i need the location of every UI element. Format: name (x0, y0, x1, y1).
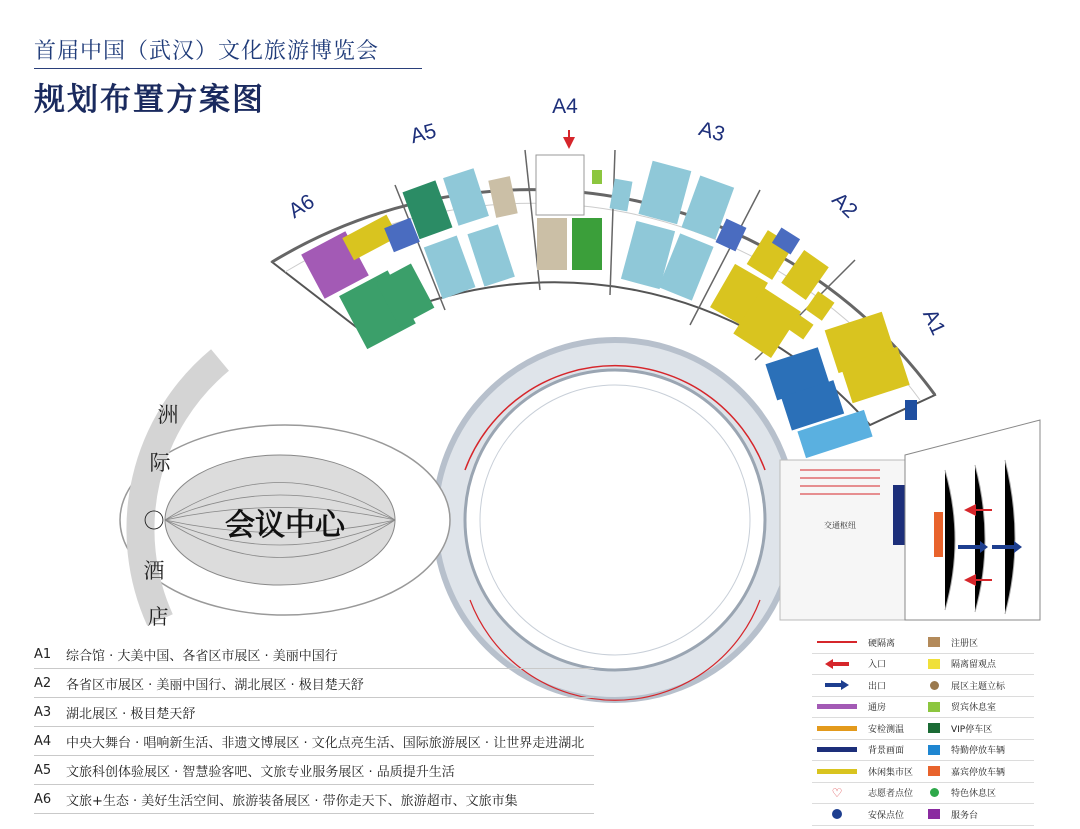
svg-text:洲: 洲 (157, 403, 179, 427)
legend-label: 隔离留观点 (951, 660, 997, 671)
legend-symbol-icon (923, 788, 945, 798)
legend-label: 特色休息区 (951, 789, 997, 800)
legend-symbol-icon: ♡ (831, 785, 843, 800)
legend-label: 休闲集市区 (868, 767, 914, 778)
legend-label: 贸宾休息室 (951, 703, 997, 714)
legend-label: 安保点位 (868, 810, 905, 821)
hall-row-a3: A3 湖北展区 · 极目楚天舒 (34, 698, 594, 727)
hall-description-list (34, 640, 594, 814)
legend-item (923, 657, 1034, 670)
legend-row (812, 804, 1034, 826)
hall-row-a6: A6 文旅+生态 · 美好生活空间、旅游装备展区 · 带你走天下、旅游超市、文旅市集 (34, 785, 594, 814)
legend-label: 服务台 (951, 810, 979, 821)
legend-item (923, 679, 1034, 692)
legend-symbol-icon (812, 723, 862, 733)
legend-symbol-icon (923, 723, 945, 733)
expo-subtitle: 首届中国（武汉）文化旅游博览会 (34, 39, 380, 64)
legend-item (923, 636, 1034, 649)
legend-symbol-icon (923, 659, 945, 669)
svg-text:〇: 〇 (143, 509, 165, 533)
conference-center-label: 会议中心 (225, 508, 345, 543)
hall-label-a6: A6 (284, 189, 319, 224)
legend-symbol-icon (923, 809, 945, 819)
conference-center (120, 360, 450, 620)
legend-label: 注册区 (951, 638, 979, 649)
legend-symbol-icon (812, 809, 862, 819)
legend-symbol-icon (923, 766, 945, 776)
hall-row-a5: A5 文旅科创体验展区 · 智慧验客吧、文旅专业服务展区 · 品质提升生活 (34, 756, 594, 785)
legend-label: 志愿者点位 (868, 789, 914, 800)
legend-row (812, 740, 1034, 762)
legend-symbol-icon (923, 680, 945, 690)
legend-row (812, 697, 1034, 719)
legend-item (923, 808, 1034, 821)
legend-label: 特勤停放车辆 (951, 746, 1006, 757)
legend-item (812, 743, 923, 756)
legend-label: 背景画面 (868, 746, 905, 757)
legend-item (923, 786, 1034, 799)
legend-symbol-icon (923, 637, 945, 647)
legend-item (812, 786, 923, 799)
legend-label: 通房 (868, 703, 887, 714)
hall-row-a4: A4 中央大舞台 · 唱响新生活、非遗文博展区 · 文化点亮生活、国际旅游展区 · 让世界走进湖北 (34, 727, 594, 756)
svg-text:酒: 酒 (143, 559, 165, 583)
hall-label-a1: A1 (918, 305, 950, 339)
legend-label: 安检测温 (868, 724, 905, 735)
page-title: 规划布置方案图 (34, 82, 265, 118)
hall-label-a5: A5 (407, 119, 439, 149)
legend-row (812, 761, 1034, 783)
svg-text:店: 店 (147, 605, 169, 629)
legend-row (812, 632, 1034, 654)
hall-label-a4: A4 (552, 95, 578, 118)
legend-symbol-icon (923, 702, 945, 712)
legend-item (812, 765, 923, 778)
legend-label: 入口 (868, 660, 887, 671)
legend-item (923, 765, 1034, 778)
legend-item (812, 722, 923, 735)
legend-row (812, 718, 1034, 740)
legend-label: VIP停车区 (951, 724, 993, 735)
svg-text:交通枢纽: 交通枢纽 (824, 521, 856, 530)
legend-item (812, 808, 923, 821)
legend-item (812, 657, 923, 670)
legend-symbol-icon (812, 637, 862, 647)
legend-item (923, 700, 1034, 713)
svg-text:际: 际 (149, 451, 171, 475)
legend-symbol-icon (812, 745, 862, 755)
legend-row (812, 654, 1034, 676)
hall-row-a1: A1 综合馆 · 大美中国、各省区市展区 · 美丽中国行 (34, 640, 594, 669)
hall-label-a3: A3 (696, 117, 728, 147)
legend-symbol-icon (812, 659, 862, 669)
hall-row-a2: A2 各省区市展区 · 美丽中国行、湖北展区 · 极目楚天舒 (34, 669, 594, 698)
legend-row (812, 783, 1034, 805)
legend-symbol-icon (812, 766, 862, 776)
legend-symbol-icon (812, 680, 862, 690)
legend-item (812, 679, 923, 692)
legend-row (812, 675, 1034, 697)
legend-label: 展区主题立标 (951, 681, 1006, 692)
legend-item (812, 700, 923, 713)
parking-stands (905, 420, 1040, 620)
legend-symbol-icon (812, 702, 862, 712)
legend-label: 出口 (868, 681, 887, 692)
legend-symbol-icon (923, 745, 945, 755)
legend-label: 嘉宾停放车辆 (951, 767, 1006, 778)
hall-label-a2: A2 (827, 188, 862, 223)
legend-label: 硬隔离 (868, 638, 896, 649)
legend-item (923, 743, 1034, 756)
legend-item (923, 722, 1034, 735)
legend-item (812, 636, 923, 649)
map-legend (812, 632, 1034, 826)
